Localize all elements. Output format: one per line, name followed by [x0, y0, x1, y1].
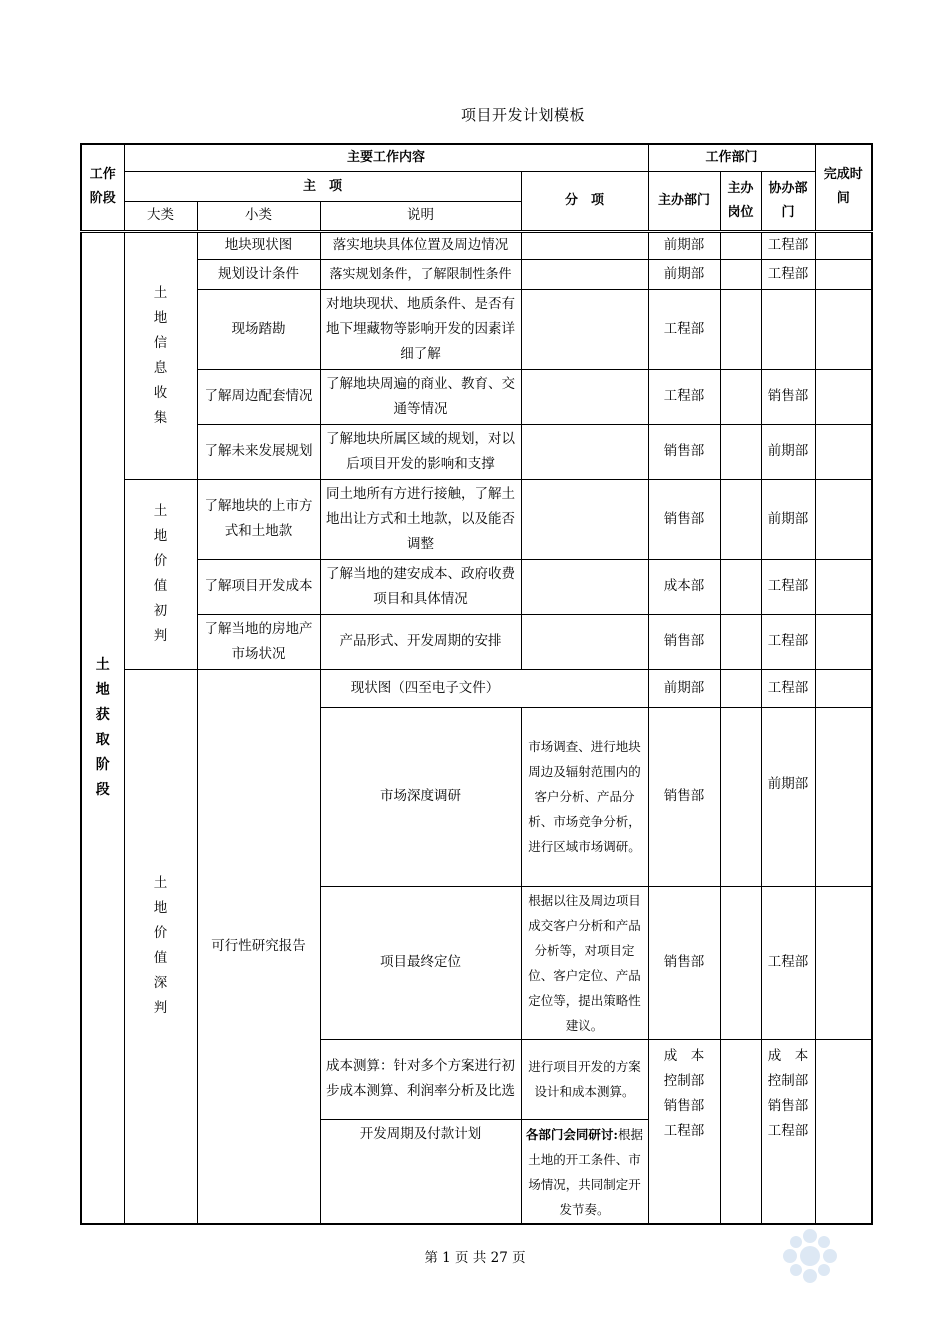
row-lead: 前期部: [648, 669, 720, 707]
group-label: 土地价值初判: [153, 503, 168, 644]
group-initial-value: [124, 479, 197, 669]
row-desc: 落实地块具体位置及周边情况: [320, 231, 521, 259]
row-minor: 了解当地的房地产市场状况: [197, 614, 320, 669]
group-deep-value: [124, 669, 197, 1224]
row-post: [720, 424, 761, 479]
row-desc: 开发周期及付款计划: [320, 1119, 521, 1224]
row-lead: 销售部: [648, 479, 720, 559]
row-time: [815, 259, 872, 289]
row-lead: 前期部: [648, 231, 720, 259]
row-desc: 产品形式、开发周期的安排: [320, 614, 521, 669]
row-post: [720, 669, 761, 707]
row-post: [720, 559, 761, 614]
row-assist: 工程部: [761, 669, 815, 707]
header-main-item: 主 项: [124, 171, 521, 201]
row-minor: 规划设计条件: [197, 259, 320, 289]
row-assist: 工程部: [761, 559, 815, 614]
row-assist: 销售部: [761, 369, 815, 424]
row-desc: 成本测算：针对多个方案进行初步成本测算、利润率分析及比选: [320, 1039, 521, 1119]
row-lead: 销售部: [648, 424, 720, 479]
row-sub: 市场调查、进行地块周边及辐射范围内的客户分析、产品分析、市场竞争分析，进行区域市场调研。: [521, 707, 648, 886]
table-row: 地块现状图: [197, 231, 320, 259]
row-time: [815, 479, 872, 559]
header-finish-time: 完成时间: [815, 144, 872, 231]
row-minor: 了解未来发展规划: [197, 424, 320, 479]
row-lead: 销售部: [648, 707, 720, 886]
row-sub: [521, 289, 648, 369]
page-footer: 第 1 页 共 27 页: [424, 1250, 526, 1266]
row-time: [815, 289, 872, 369]
merged-lead: [648, 1039, 720, 1224]
header-lead-post: 主办岗位: [720, 171, 761, 231]
row-minor: 了解项目开发成本: [197, 559, 320, 614]
row-desc: 市场深度调研: [320, 707, 521, 886]
row-desc: 落实规划条件，了解限制性条件: [320, 259, 521, 289]
row-desc: 对地块现状、地质条件、是否有地下埋藏物等影响开发的因素详细了解: [320, 289, 521, 369]
row-desc: 同土地所有方进行接触，了解土地出让方式和土地款，以及能否调整: [320, 479, 521, 559]
merged-assist-line: 工程部: [767, 1122, 809, 1139]
row-sub: [521, 479, 648, 559]
row-assist: 工程部: [761, 259, 815, 289]
row-lead: 工程部: [648, 369, 720, 424]
header-major: 大类: [124, 201, 197, 231]
row-sub: [521, 614, 648, 669]
merged-assist-line: 销售部: [767, 1097, 809, 1114]
row-post: [720, 231, 761, 259]
document-title: 项目开发计划模板: [460, 106, 585, 124]
row-minor: 了解周边配套情况: [197, 369, 320, 424]
merged-lead-line: 销售部: [663, 1097, 705, 1114]
header-dept: 工作部门: [648, 144, 815, 171]
row-assist: 前期部: [761, 707, 815, 886]
group-label: 土地价值深判: [153, 875, 168, 1017]
header-sub-item: 分 项: [521, 171, 648, 231]
row-sub: 根据以往及周边项目成交客户分析和产品分析等，对项目定位、客户定位、产品定位等，提出策略性建议。: [521, 886, 648, 1039]
row-assist: 工程部: [761, 886, 815, 1039]
row-time: [815, 886, 872, 1039]
merged-assist-line: 成 本: [767, 1047, 809, 1064]
group-info-collection: [124, 231, 197, 479]
merged-lead-line: 成 本: [663, 1047, 705, 1064]
header-stage: 工作阶段: [81, 144, 124, 231]
header-desc: 说明: [320, 201, 521, 231]
row-post: [720, 1039, 761, 1224]
row-post: [720, 886, 761, 1039]
stage-cell: [81, 231, 124, 1224]
header-minor: 小类: [197, 201, 320, 231]
row-assist: 前期部: [761, 479, 815, 559]
row-time: [815, 424, 872, 479]
row-sub: [521, 231, 648, 259]
header-main-content: 主要工作内容: [124, 144, 648, 171]
row-time: [815, 231, 872, 259]
row-post: [720, 369, 761, 424]
row-lead: 工程部: [648, 289, 720, 369]
row-time: [815, 369, 872, 424]
row-time: [815, 669, 872, 707]
group-label: 土地信息收集: [153, 284, 168, 426]
row-lead: 前期部: [648, 259, 720, 289]
row-time: [815, 707, 872, 886]
row-sub: [521, 1119, 648, 1224]
row-assist: [761, 289, 815, 369]
row-post: [720, 259, 761, 289]
row-lead: 销售部: [648, 886, 720, 1039]
row-minor: 现场踏勘: [197, 289, 320, 369]
row-assist: 工程部: [761, 231, 815, 259]
sub-bold-lead: 各部门会同研讨:: [525, 1126, 619, 1142]
row-desc: 了解地块周遍的商业、教育、交通等情况: [320, 369, 521, 424]
row-desc: 项目最终定位: [320, 886, 521, 1039]
header-lead-dept: 主办部门: [648, 171, 720, 231]
row-lead: 销售部: [648, 614, 720, 669]
row-desc: 现状图（四至电子文件）: [320, 669, 648, 707]
row-sub: [521, 559, 648, 614]
project-plan-table: [80, 143, 873, 1225]
row-desc: 了解地块所属区域的规划，对以后项目开发的影响和支撑: [320, 424, 521, 479]
row-time: [815, 614, 872, 669]
row-post: [720, 707, 761, 886]
feasibility-minor: 可行性研究报告: [197, 669, 320, 1224]
merged-assist-line: 控制部: [767, 1072, 809, 1089]
row-lead: 成本部: [648, 559, 720, 614]
row-time: [815, 559, 872, 614]
row-post: [720, 614, 761, 669]
merged-lead-line: 工程部: [663, 1122, 705, 1139]
sub-text: 根据土地的开工条件、市场情况，共同制定开发节奏。: [528, 1126, 644, 1217]
merged-lead-line: 控制部: [663, 1072, 705, 1089]
merged-assist: [761, 1039, 815, 1224]
header-assist-dept: 协办部门: [761, 171, 815, 231]
row-sub: [521, 259, 648, 289]
row-sub: [521, 424, 648, 479]
row-assist: 工程部: [761, 614, 815, 669]
row-desc: 了解当地的建安成本、政府收费项目和具体情况: [320, 559, 521, 614]
row-time: [815, 1039, 872, 1224]
row-post: [720, 289, 761, 369]
row-sub: [521, 369, 648, 424]
row-post: [720, 479, 761, 559]
row-sub: 进行项目开发的方案设计和成本测算。: [521, 1039, 648, 1119]
row-assist: 前期部: [761, 424, 815, 479]
stage-label: 土地获取阶段: [95, 656, 110, 798]
row-minor: 了解地块的上市方式和土地款: [197, 479, 320, 559]
